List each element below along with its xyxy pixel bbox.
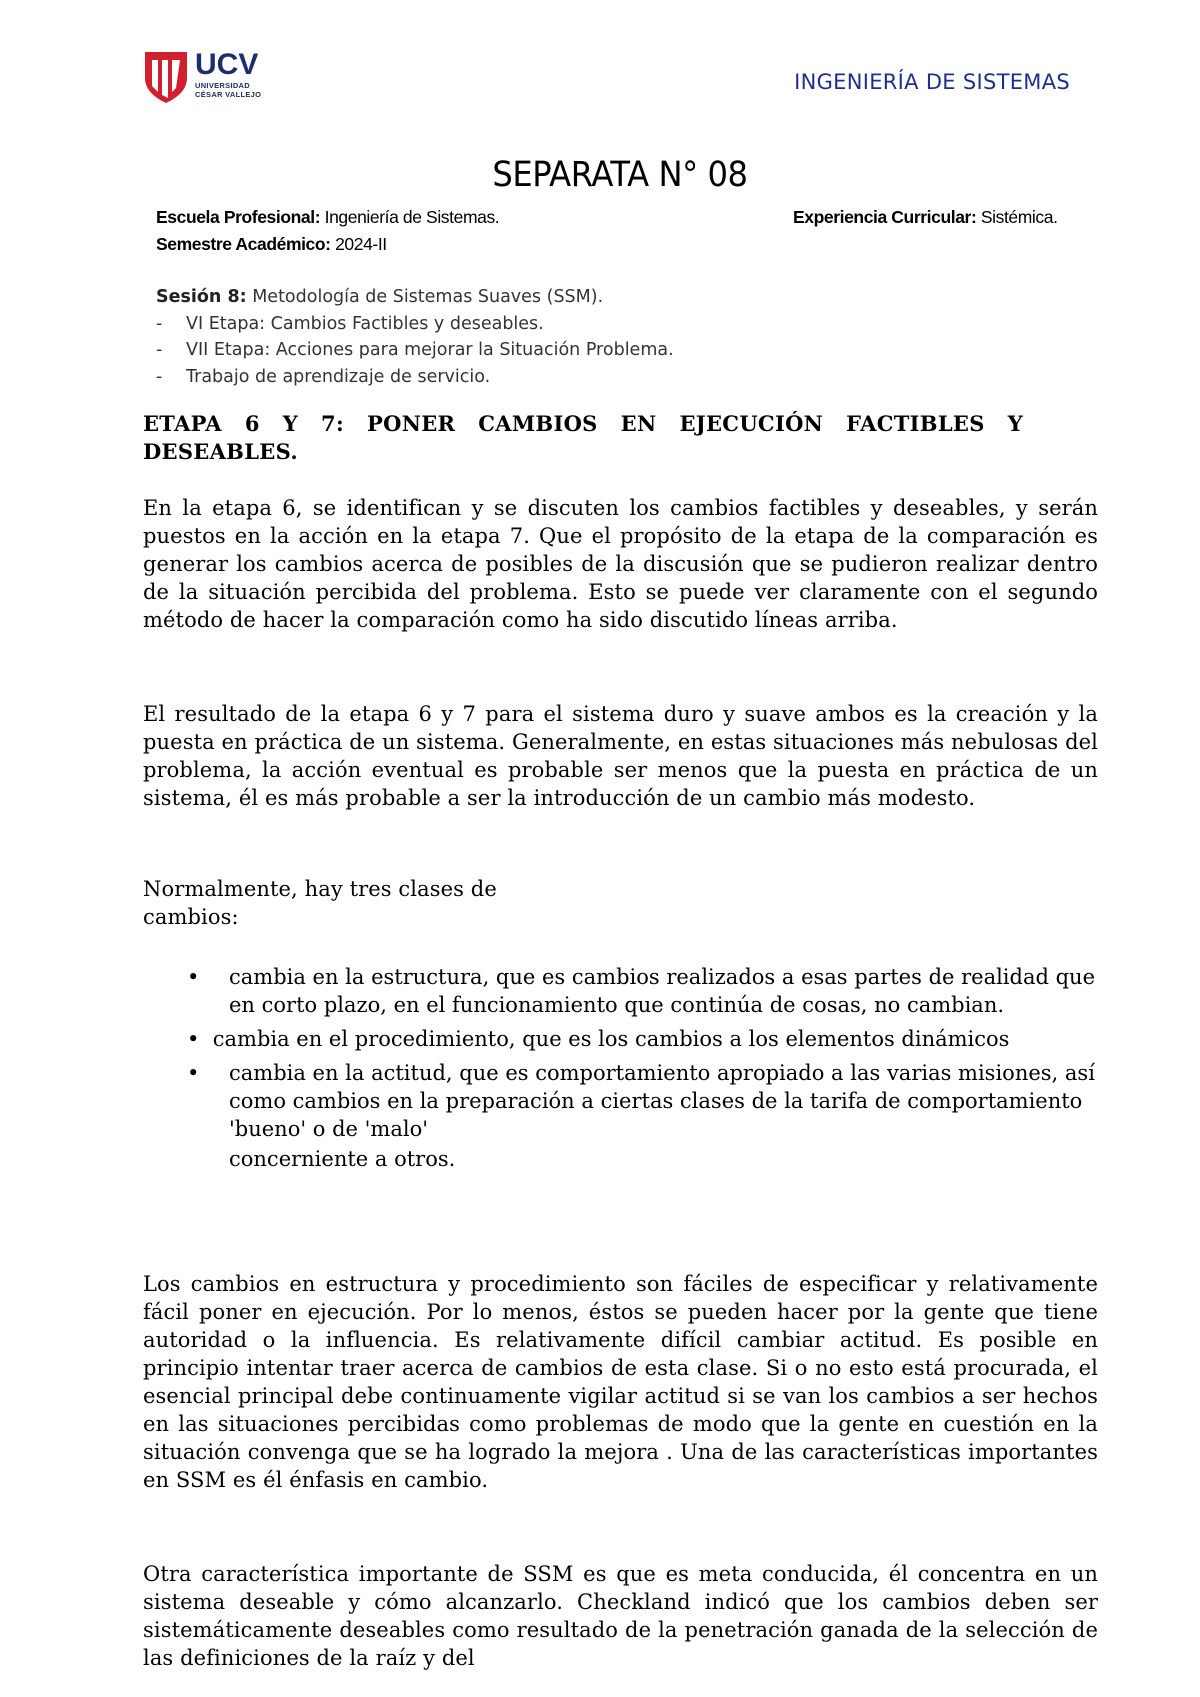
logo-line-2: CÉSAR VALLEJO — [195, 90, 262, 99]
paragraph-4: Los cambios en estructura y procedimiento son fáciles de especificar y relativamente fácil poner en ejecución. Por lo menos, éstos se pueden hacer por la gente que tiene autoridad o la influencia. Es relativamente difícil cambiar actitud. Es posible en principio intentar traer acerca de cambios de esta clase. Si o no esto está procurada, el esencial principal debe continuamente vigilar actitud si se van los cambios a ser hechos en las situaciones percibidas como problemas de modo que la gente en cuestión en la situación convenga que se ha logrado la mejora . Una de las características importantes en SSM es él énfasis en cambio. — [143, 1272, 1098, 1492]
course-value: Sistémica. — [976, 207, 1058, 227]
department-header: INGENIERÍA DE SISTEMAS — [794, 70, 1070, 94]
bullet-icon: • — [187, 965, 200, 989]
session-label: Sesión 8: — [156, 287, 247, 307]
session-title: Metodología de Sistemas Suaves (SSM). — [246, 287, 604, 307]
paragraph-1: En la etapa 6, se identifican y se discuten los cambios factibles y deseables, y serán puestos en la acción en la etapa 7. Que el propósito de la etapa de la comparación es generar los cambios acerca de posibles de la discusión que se pudieron realizar dentro de la situación percibida del problema. Esto se puede ver claramente con el segundo método de hacer la comparación como ha sido discutido líneas arriba. — [143, 496, 1098, 632]
school-info — [156, 207, 499, 228]
course-label: Experiencia Curricular: — [793, 207, 977, 227]
session-item: - VI Etapa: Cambios Factibles y deseables. — [156, 313, 544, 334]
semester-label: Semestre Académico: — [156, 234, 331, 254]
list-item: • cambia en el procedimiento, que es los cambios a los elementos dinámicos — [187, 1027, 1010, 1051]
paragraph-5: Otra característica importante de SSM es que es meta conducida, él concentra en un sistema deseable y cómo alcanzarlo. Checkland indicó que los cambios deben ser sistemáticamente deseables como resultado de la penetración ganada de la selección de las definiciones de la raíz y del — [143, 1562, 1098, 1670]
list-item-continuation: concerniente a otros. — [229, 1147, 456, 1171]
session-block — [156, 284, 674, 390]
course-info — [793, 207, 1058, 228]
paragraph-2: El resultado de la etapa 6 y 7 para el sistema duro y suave ambos es la creación y la puesta en práctica de un sistema. Generalmente, en estas situaciones más nebulosas del problema, la acción eventual es probable ser menos que la puesta en práctica de un sistema, él es más probable a ser la introducción de un cambio más modesto. — [143, 702, 1098, 810]
list-item: • cambia en la estructura, que es cambios realizados a esas partes de realidad que en corto plazo, en el funcionamiento que continúa de cosas, no cambian. — [187, 965, 1096, 1017]
session-item: - VII Etapa: Acciones para mejorar la Situación Problema. — [156, 340, 674, 360]
list-item: • cambia en la actitud, que es comportamiento apropiado a las varias misiones, así como cambios en la preparación a ciertas clases de la tarifa de comportamiento 'bueno' o de 'malo' — [187, 1061, 1095, 1141]
semester-info — [156, 234, 387, 255]
bullet-icon: • — [187, 1027, 213, 1051]
school-label: Escuela Profesional: — [156, 207, 321, 227]
section-heading: ETAPA 6 Y 7: PONER CAMBIOS EN EJECUCIÓN FACTIBLES Y DESEABLES. — [143, 411, 1023, 464]
logo-wordmark: UCV — [195, 48, 259, 81]
semester-value: 2024-II — [330, 234, 387, 254]
ucv-logo — [143, 48, 273, 104]
bullet-icon: • — [187, 1061, 200, 1085]
logo-line-1: UNIVERSIDAD — [195, 81, 250, 90]
session-item: - Trabajo de aprendizaje de servicio. — [156, 366, 491, 387]
paragraph-3: Normalmente, hay tres clases de cambios: — [143, 877, 497, 929]
school-value: Ingeniería de Sistemas. — [320, 207, 500, 227]
ucv-shield-icon — [143, 48, 189, 104]
change-types-list — [143, 963, 1103, 1173]
document-title: SEPARATA N° 08 — [492, 155, 748, 195]
